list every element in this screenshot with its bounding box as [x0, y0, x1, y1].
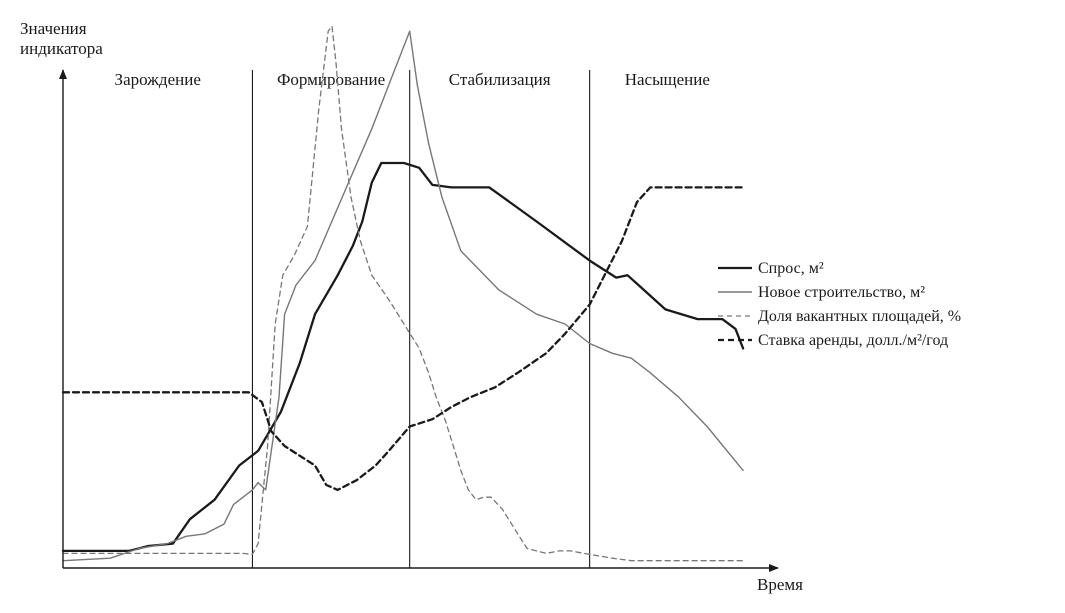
legend-label-3: Доля вакантных площадей, %	[758, 308, 962, 325]
legend-label-1: Спрос, м²	[758, 260, 824, 277]
legend-label-2: Новое строительство, м²	[758, 284, 925, 301]
series-line-4	[63, 187, 743, 490]
y-axis-title-line-1: Значения	[20, 19, 87, 38]
series-lines	[63, 26, 743, 560]
x-axis-title: Время	[757, 575, 803, 594]
phase-label-3: Стабилизация	[448, 70, 551, 89]
series-line-3	[63, 26, 743, 560]
series-line-2	[63, 31, 743, 561]
phase-dividers	[252, 70, 589, 568]
y-axis-title-line-2: индикатора	[20, 39, 103, 58]
series-line-1	[63, 163, 743, 551]
legend	[718, 260, 961, 349]
phase-label-2: Формирование	[277, 70, 386, 89]
phase-labels	[115, 70, 710, 89]
legend-label-4: Ставка аренды, долл./м²/год	[758, 332, 949, 349]
y-axis-title	[20, 19, 103, 59]
phase-label-1: Зарождение	[114, 70, 201, 89]
phase-label-4: Насыщение	[624, 70, 710, 89]
